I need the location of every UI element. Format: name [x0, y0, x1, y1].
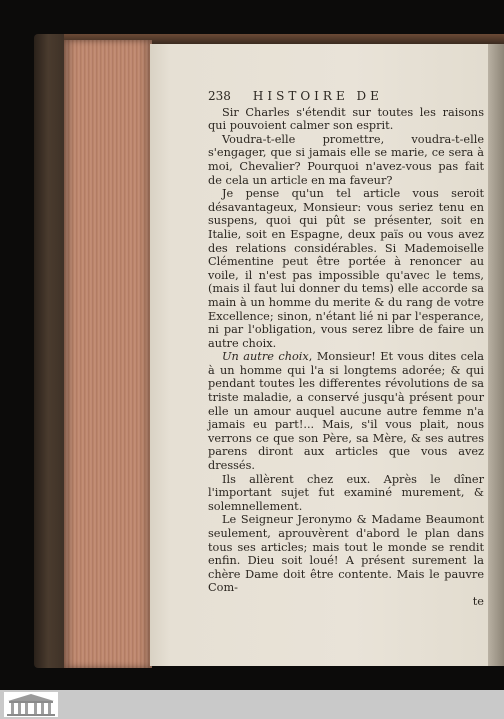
page-gutter-right: [488, 44, 504, 666]
running-title: HISTOIRE DE: [252, 89, 383, 103]
paragraph-1: Sir Charles s'étendit sur toutes les raisons qui pouvoient calmer son esprit.: [208, 105, 484, 133]
paragraph-5: Ils allèrent chez eux. Après le dîner l'important sujet fut examiné murement, & solemnellement.: [208, 472, 484, 513]
page-edges: [64, 40, 152, 668]
paragraph-6: Le Seigneur Jeronymo & Madame Beaumont seulement, aprouvèrent d'abord le plan dans tous ses articles; mais tout le monde se rendit enfin. Dieu soit loué! A présent surement la chère Dame doit être contente. Mais le pauvre Com-: [208, 513, 484, 595]
italic-phrase: Un autre choix: [222, 350, 309, 364]
page-text: [208, 90, 484, 609]
footer-bar: [0, 690, 504, 719]
library-building-logo-icon: [4, 692, 58, 717]
paragraph-4: [208, 350, 484, 472]
paragraph-4-rest: , Monsieur! Et vous dites cela à un homme qui l'a si longtems adorée; & qui pendant toutes les differentes révolutions de sa triste maladie, a conservé jusqu'à présent pour elle un amour auquel aucune autre femme n'a jamais eu part!... Mais, s'il vous plait, nous verrons ce que son Père, sa Mère, & ses autres parens diront aux articles que vous avez dressés.: [208, 350, 484, 473]
book-page: [150, 44, 488, 666]
paragraph-3: Je pense qu'un tel article vous seroit désavantageux, Monsieur: vous seriez tenu en suspens, quoi qui pût se présenter, soit en Italie, soit en Espagne, deux païs ou vous avez des relations considérables. Si Mademoiselle Clémentine peut être portée à renoncer au voile, il n'est pas impossible qu'avec le tems, (mais il faut lui donner du tems) elle accorde sa main à un homme du merite & du rang de votre Excellence; sinon, n'étant lié ni par l'esperance, ni par l'obligation, vous serez libre de faire un autre choix.: [208, 187, 484, 350]
running-header: [208, 90, 484, 104]
paragraph-2: Voudra-t-elle promettre, voudra-t-elle s'engager, que si jamais elle se marie, ce sera à moi, Chevalier? Pourquoi n'avez-vous pas fait de cela un article en ma faveur?: [208, 132, 484, 187]
catchword: te: [472, 594, 484, 608]
page-number: 238: [208, 89, 231, 103]
